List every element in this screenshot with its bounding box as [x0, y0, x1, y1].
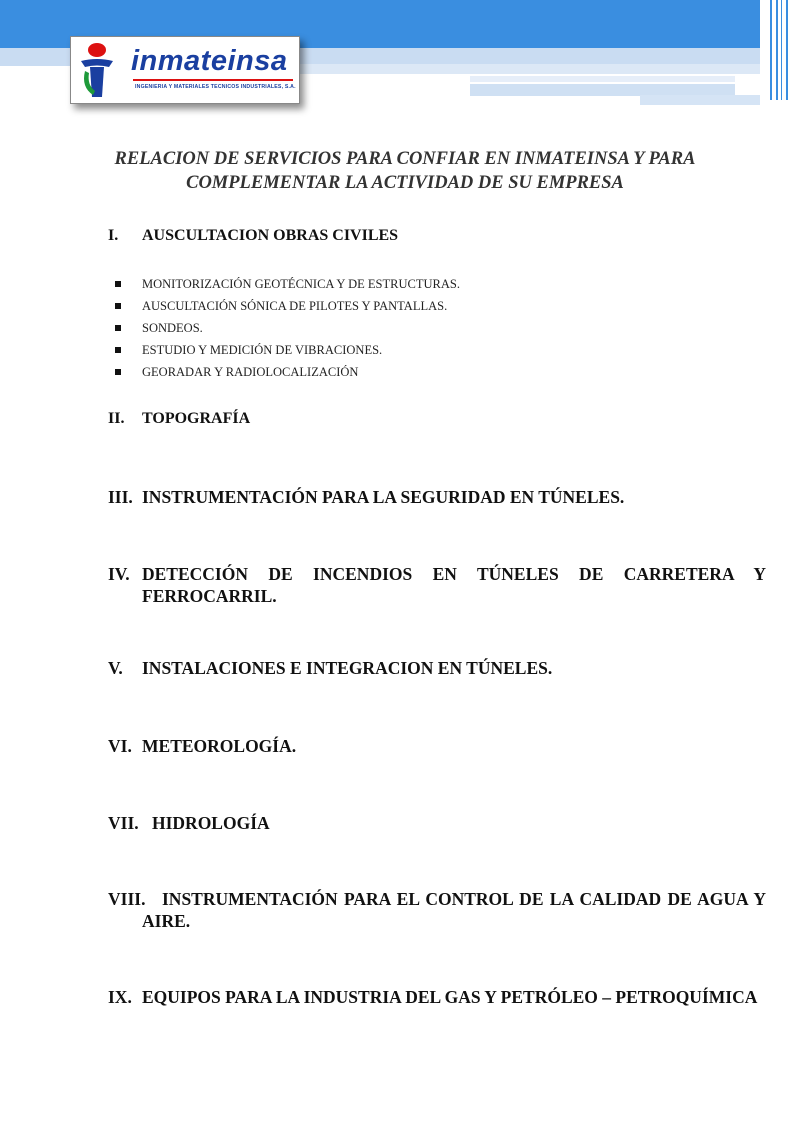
bullet-square-icon — [115, 303, 121, 309]
bullet-square-icon — [115, 325, 121, 331]
section-6 — [108, 735, 766, 757]
section-number: III. — [108, 487, 133, 507]
bullet-square-icon — [115, 281, 121, 287]
list-item: ESTUDIO Y MEDICIÓN DE VIBRACIONES. — [115, 343, 715, 365]
section-2 — [108, 408, 766, 430]
company-logo — [70, 36, 300, 104]
section-heading: METEOROLOGÍA. — [142, 736, 297, 756]
list-item: SONDEOS. — [115, 321, 715, 343]
banner-pale-band-4 — [470, 76, 735, 82]
section-heading: EQUIPOS PARA LA INDUSTRIA DEL GAS Y PETRÓLEO – PETROQUÍMICA — [142, 987, 758, 1007]
logo-figure-icon — [79, 41, 115, 99]
section-1 — [108, 225, 766, 247]
section-number: II. — [108, 410, 125, 427]
logo-underline — [133, 79, 293, 81]
bullet-square-icon — [115, 347, 121, 353]
section-5 — [108, 657, 766, 679]
banner-vertical-line — [786, 0, 788, 100]
section-number: VIII. — [108, 889, 146, 909]
banner-pale-band-2 — [300, 64, 770, 74]
section-8 — [108, 888, 766, 932]
section-number: IV. — [108, 564, 130, 584]
banner-vertical-line — [781, 0, 782, 100]
section-heading: INSTALACIONES E INTEGRACION EN TÚNELES. — [142, 658, 553, 678]
section-4 — [108, 563, 766, 607]
banner-pale-band-5 — [640, 95, 760, 105]
section-heading: TOPOGRAFÍA — [142, 410, 251, 427]
section-9 — [108, 986, 766, 1008]
banner-vertical-line — [770, 0, 772, 100]
list-item: MONITORIZACIÓN GEOTÉCNICA Y DE ESTRUCTURAS. — [115, 277, 715, 299]
section-7 — [108, 812, 766, 834]
section-heading: INSTRUMENTACIÓN PARA EL CONTROL DE LA CALIDAD DE AGUA Y AIRE. — [142, 889, 766, 931]
document-title: RELACION DE SERVICIOS PARA CONFIAR EN INMATEINSA Y PARA COMPLEMENTAR LA ACTIVIDAD DE SU EMPRESA — [114, 149, 696, 193]
list-item: GEORADAR Y RADIOLOCALIZACIÓN — [115, 365, 715, 387]
service-bullet-list — [115, 277, 715, 387]
section-number: IX. — [108, 987, 132, 1007]
bullet-square-icon — [115, 369, 121, 375]
section-number: I. — [108, 227, 119, 244]
section-number: VI. — [108, 736, 132, 756]
banner-vertical-line — [776, 0, 778, 100]
section-heading: DETECCIÓN DE INCENDIOS EN TÚNELES DE CARRETERA Y FERROCARRIL. — [142, 564, 766, 606]
section-number: V. — [108, 658, 123, 678]
section-3 — [108, 486, 766, 508]
section-heading: HIDROLOGÍA — [152, 813, 270, 833]
section-number: VII. — [108, 813, 139, 833]
list-item: AUSCULTACIÓN SÓNICA DE PILOTES Y PANTALLAS. — [115, 299, 715, 321]
logo-brand-name: inmateinsa — [131, 45, 288, 77]
logo-tagline: INGENIERIA Y MATERIALES TECNICOS INDUSTRIALES, S.A. — [135, 84, 296, 90]
section-heading: INSTRUMENTACIÓN PARA LA SEGURIDAD EN TÚNELES. — [142, 487, 625, 507]
section-heading: AUSCULTACION OBRAS CIVILES — [142, 227, 399, 244]
